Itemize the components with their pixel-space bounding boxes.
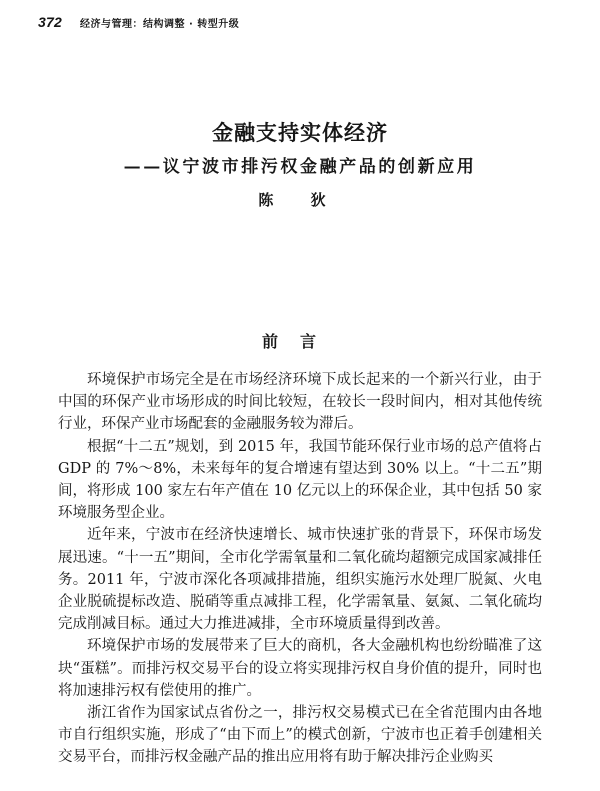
paragraph: 近年来，宁波市在经济快速增长、城市快速扩张的背景下，环保市场发展迅速。“十一五”期间，全市化学需氧量和二氧化硫均超额完成国家减排任务。2011 年，宁波市深化各项减排措施，组织实施污水处理厂脱氮、火电企业脱硫提标改造、脱硝等重点减排工程，化学需氧量、氨氮、二氧化硫均完成削减目标。通过大力推进减排，全市环境质量得到改善。 (58, 527, 542, 633)
page-number: 372 (38, 14, 62, 30)
paragraph: 环境保护市场完全是在市场经济环境下成长起来的一个新兴行业，由于中国的环保产业市场形成的时间比较短，在较长一段时间内，相对其他传统行业，环保产业市场配套的金融服务较为滞后。 (58, 372, 542, 433)
author-name: 陈 狄 (258, 191, 342, 209)
section-heading: 前言 (261, 332, 338, 351)
paragraph: 浙江省作为国家试点省份之一，排污权交易模式已在全省范围内由各地市自行组织实施，形成了“由下而上”的模式创新，宁波市也正着手创建相关交易平台，而排污权金融产品的推出应用将有助于解决排污企业购买 (58, 705, 542, 766)
paragraph: 根据“十二五”规划，到 2015 年，我国节能环保行业市场的总产值将占 GDP 的 7%～8%，未来每年的复合增速有望达到 30% 以上。“十二五”期间，将形成 100 家左右年产值在 10 亿元以上的环保企业，其中包括 50 家环境服务型企业。 (58, 438, 542, 522)
running-header (38, 14, 239, 30)
body-text (58, 369, 542, 769)
running-header-text: 经济与管理：结构调整 · 转型升级 (79, 19, 240, 30)
paragraph: 环境保护市场的发展带来了巨大的商机，各大金融机构也纷纷瞄准了这块“蛋糕”。而排污权交易平台的设立将实现排污权自身价值的提升，同时也将加速排污权有偿使用的推广。 (58, 638, 542, 699)
article-title: 金融支持实体经济 (212, 120, 388, 145)
article-subtitle: ——议宁波市排污权金融产品的创新应用 (123, 157, 477, 177)
